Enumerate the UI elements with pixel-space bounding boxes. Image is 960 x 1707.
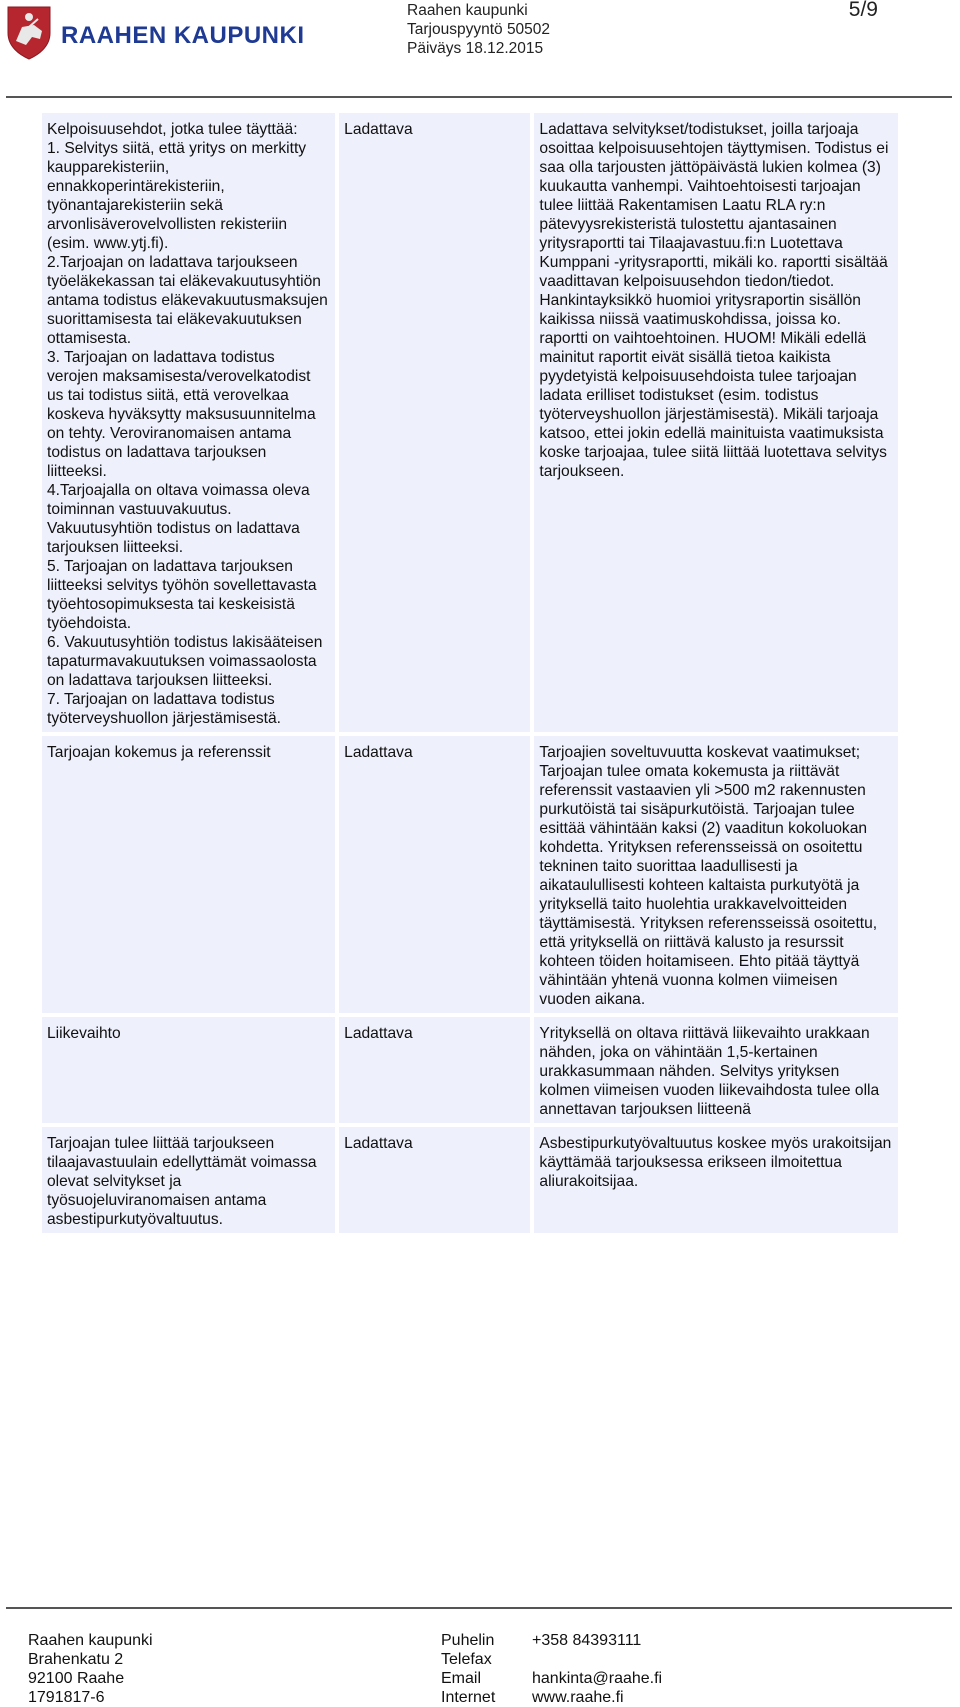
description-text: Yrityksellä on oltava riittävä liikevaihto urakkaan nähden, joka on vähintään 1,5-kertainen urakkasummaan nähden. Selvitys yrityksen kolmen viimeisen vuoden liikevaihdosta tulee olla annettavan tarjouksen liitteenä xyxy=(539,1025,880,1118)
requirements-table xyxy=(38,109,902,1237)
type-text: Ladattava xyxy=(344,1025,413,1042)
document-date: Päiväys 18.12.2015 xyxy=(407,40,544,57)
description-text: Ladattava selvitykset/todistukset, joilla tarjoaja osoittaa kelpoisuusehtojen täyttymisen. Todistus ei saa olla tarjousten jättöpäivästä lukien kolmea (3) kuukautta vanhempi. Vaihtoehtoisesti tarjoajan tulee liittää Rakentamisen Laatu RLA ry:n pätevyysrekisteristä tulostettu ajantasainen yritysraportti tai Tilaajavastuu.fi:n Luotettava Kumppani -yritysraportti, mikäli ko. raportti sisältää vaadittavan kelpoisuusehdon tiedon/tiedot. Hankintayksikkö huomioi yritysraportin sisällön kaikissa niissä vaatimuskohdissa, joissa ko. raportti on vaihtoehtoinen. HUOM! Mikäli edellä mainitut raportit eivät sisällä tietoa kaikista pyydetyistä kelpoisuusehdoista tulee tarjoajan ladata erilliset todistukset (esim. todistus työterveyshuollon järjestämisestä). Mikäli tarjoaja katsoo, ettei jokin edellä mainituista vaatimuksista koske tarjoajaa, tulee siitä liittää luotettava selvitys tarjoukseen. xyxy=(539,121,889,480)
footer-address xyxy=(28,1631,153,1707)
type-cell xyxy=(339,1127,530,1233)
type-cell xyxy=(339,113,530,732)
requirement-text: Liikevaihto xyxy=(47,1025,121,1042)
coat-of-arms-icon xyxy=(6,5,305,61)
document-title: Tarjouspyyntö 50502 xyxy=(407,21,551,38)
description-text: Tarjoajien soveltuvuutta koskevat vaatimukset; Tarjoajan tulee omata kokemusta ja riittävät referenssit vastaavien yli >500 m2 rakennusten purkutöistä tai sisäpurkutöistä. Tarjoajan tulee esittää vähintään kaksi (2) vaaditun kokoluokan kohdetta. Yrityksen referensseissä on osoitettu tekninen taito suorittaa laadullisesti ja aikataulullisesti kohteen kaltaista purkutyötä ja yrityksellä taito huolehtia urakkavelvoitteiden täyttämisestä. Yrityksen referensseissä osoitettu, että yrityksellä on riittävä kalusto ja resurssit kohteen töiden hoitamiseen. Ehto pitää täyttyä vähintään yhtenä vuonna kolmen viimeisen vuoden aikana. xyxy=(539,744,878,1008)
requirement-cell xyxy=(42,113,335,732)
table-row xyxy=(42,113,898,732)
page-footer xyxy=(0,1600,960,1704)
type-text: Ladattava xyxy=(344,1135,413,1152)
phone-value: +358 84393111 xyxy=(532,1632,642,1649)
description-cell xyxy=(534,1017,898,1123)
city-logo xyxy=(6,5,305,61)
requirement-cell xyxy=(42,736,335,1013)
document-info xyxy=(407,1,550,58)
type-cell xyxy=(339,1017,530,1123)
internet-label: Internet xyxy=(441,1689,496,1706)
type-cell xyxy=(339,736,530,1013)
description-cell xyxy=(534,736,898,1013)
email-value: hankinta@raahe.fi xyxy=(532,1670,663,1687)
description-cell xyxy=(534,113,898,732)
description-text: Asbestipurkutyövaltuutus koskee myös urakoitsijan käyttämää tarjouksessa erikseen ilmoitettua aliurakoitsijaa. xyxy=(539,1135,892,1190)
page-header xyxy=(0,0,960,98)
header-divider xyxy=(6,96,952,98)
fax-label: Telefax xyxy=(441,1651,492,1668)
organization-name: Raahen kaupunki xyxy=(407,2,528,19)
description-cell xyxy=(534,1127,898,1233)
type-text: Ladattava xyxy=(344,121,413,138)
phone-label: Puhelin xyxy=(441,1632,495,1649)
requirement-cell xyxy=(42,1127,335,1233)
logo-text: RAAHEN KAUPUNKI xyxy=(61,22,305,49)
footer-divider xyxy=(6,1607,952,1609)
footer-business-id: 1791817-6 xyxy=(28,1689,105,1706)
table-row xyxy=(42,1127,898,1233)
table-row xyxy=(42,736,898,1013)
page-number: 5/9 xyxy=(848,0,878,21)
requirement-text: Kelpoisuusehdot, jotka tulee täyttää: 1. Selvitys siitä, että yritys on merkitty kaupparekisteriin, ennakkoperintärekisteriin, työnantajarekisteriin sekä arvonlisäverovelvollisten rekisteriin (esim. www.ytj.fi). 2.Tarjoajan on ladattava tarjoukseen työeläkekassan tai eläkevakuutusyhtiön antama todistus eläkevakuutusmaksujen suorittamisesta tai eläkevakuutuksen ottamisesta. 3. Tarjoajan on ladattava todistus verojen maksamisesta/verovelkatodist us tai todistus siitä, että verovelkaa koskeva hyväksytty maksusuunnitelma on tehty. Veroviranomaisen antama todistus on ladattava tarjouksen liitteeksi. 4.Tarjoajalla on oltava voimassa oleva toiminnan vastuuvakuutus. Vakuutusyhtiön todistus on ladattava tarjouksen liitteeksi. 5. Tarjoajan on ladattava tarjouksen liitteeksi selvitys työhön sovellettavasta työehtosopimuksesta tai keskeisistä työehdoista. 6. Vakuutusyhtiön todistus lakisääteisen tapaturmavakuutuksen voimassaolosta on ladattava tarjouksen liitteeksi. 7. Tarjoajan on ladattava todistus työterveyshuollon järjestämisestä. xyxy=(47,121,328,727)
requirement-cell xyxy=(42,1017,335,1123)
footer-contact-values xyxy=(532,1631,662,1707)
footer-postcode: 92100 Raahe xyxy=(28,1670,125,1687)
footer-contact-labels xyxy=(441,1631,495,1707)
footer-street: Brahenkatu 2 xyxy=(28,1651,124,1668)
requirement-text: Tarjoajan kokemus ja referenssit xyxy=(47,744,271,761)
email-label: Email xyxy=(441,1670,482,1687)
footer-org: Raahen kaupunki xyxy=(28,1632,153,1649)
website-value: www.raahe.fi xyxy=(532,1689,624,1706)
table-row xyxy=(42,1017,898,1123)
fax-value xyxy=(532,1650,662,1669)
type-text: Ladattava xyxy=(344,744,413,761)
requirement-text: Tarjoajan tulee liittää tarjoukseen tilaajavastuulain edellyttämät voimassa olevat selvitykset ja työsuojeluviranomaisen antama asbestipurkutyövaltuutus. xyxy=(47,1135,317,1228)
